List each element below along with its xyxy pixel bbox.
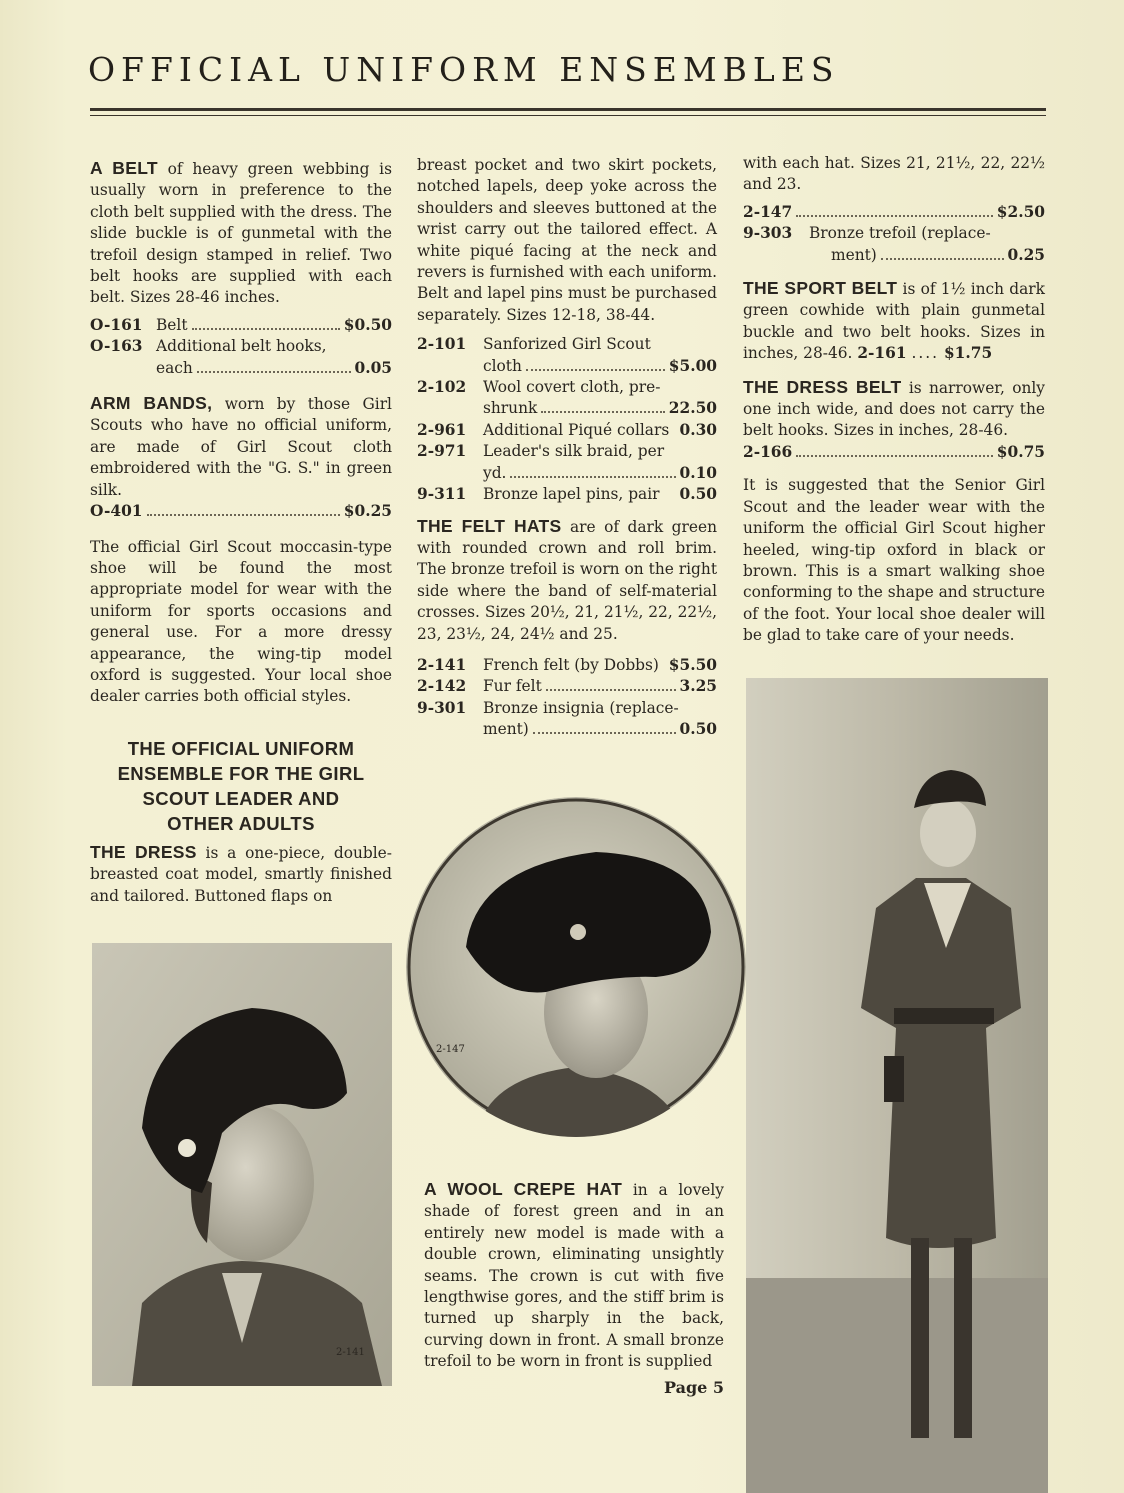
item-desc: Belt — [156, 315, 188, 334]
price-item — [417, 334, 717, 377]
column-middle — [417, 155, 717, 741]
column-right — [743, 153, 1045, 647]
title-rule-thick — [90, 108, 1046, 111]
armbands-paragraph — [90, 393, 392, 501]
price-item — [417, 676, 717, 697]
item-desc: Leader's silk braid, per — [483, 442, 665, 461]
heading-line: OTHER ADULTS — [167, 812, 315, 834]
felt-hats-text: are of dark green with rounded crown and roll brim. The bronze trefoil is worn on the right side where the band of self-material crosses. Sizes 20½, 21, 21½, 22, 22½, 23, 23½, 24, 24½ and 25. — [417, 517, 718, 643]
item-code: O-163 — [90, 337, 143, 356]
heading-line: THE OFFICIAL UNIFORM — [127, 737, 355, 759]
item-desc-cont: cloth — [483, 356, 522, 375]
item-desc-cont: ment) — [831, 245, 877, 264]
item-price: 0.50 — [679, 485, 717, 504]
dress-belt-paragraph — [743, 377, 1045, 442]
price-item — [90, 501, 392, 522]
item-code: 2-142 — [417, 677, 467, 696]
heading-line: SCOUT LEADER AND — [142, 787, 340, 809]
price-item — [417, 484, 717, 505]
item-code: 2-166 — [743, 442, 793, 461]
item-desc-cont: yd. — [483, 463, 507, 482]
wool-crepe-lead: A WOOL CREPE HAT — [424, 1179, 623, 1199]
item-desc: Additional belt hooks, — [156, 337, 327, 356]
felt-hats-lead: THE FELT HATS — [417, 515, 562, 536]
section-heading — [90, 736, 392, 836]
item-desc: Fur felt — [483, 677, 542, 696]
item-code: 9-303 — [743, 224, 793, 243]
belt-text: of heavy green webbing is usually worn in preference to the cloth belt supplied with the dress. The slide buckle is of gunmetal with the trefoil design stamped in relief. Two belt hooks are supplied with each belt. Sizes 28-46 inches. — [90, 160, 392, 307]
item-desc: Additional Piqué collars — [483, 420, 670, 439]
photo-illustration — [92, 943, 392, 1386]
price-item — [90, 315, 392, 336]
dress-lead: THE DRESS — [90, 841, 197, 862]
price-item — [743, 202, 1045, 223]
photo-illustration-circle — [406, 797, 746, 1137]
item-price: 0.05 — [354, 358, 392, 377]
item-code: 2-147 — [743, 202, 793, 221]
sport-belt-paragraph: THE SPORT BELT is of 1½ inch dark green cowhide with plain gunmetal buckle and two belt hooks. Sizes in inches, 28-46. 2-161 .... $1.75 — [743, 278, 1045, 363]
item-code: 2-161 — [857, 344, 907, 363]
senior-shoe-paragraph: It is suggested that the Senior Girl Scout and the leader wear with the uniform the official Girl Scout higher heeled, wing-tip oxford in black or brown. This is a smart walking shoe conforming to the shape and structure of the foot. Your local shoe dealer will be glad to take care of your needs. — [743, 476, 1045, 645]
item-code: O-161 — [90, 315, 143, 334]
item-desc-cont: each — [156, 358, 193, 377]
item-code: 2-961 — [417, 420, 467, 439]
hat-continued-paragraph: with each hat. Sizes 21, 21½, 22, 22½ and 23. — [743, 154, 1045, 194]
item-price: 22.50 — [668, 399, 717, 418]
price-item — [417, 377, 717, 420]
page-title: OFFICIAL UNIFORM ENSEMBLES — [88, 50, 840, 89]
item-price: 0.50 — [679, 720, 717, 739]
item-code: 2-101 — [417, 335, 467, 354]
item-price: 0.10 — [679, 463, 717, 482]
item-code: O-401 — [90, 502, 143, 521]
item-code: 2-971 — [417, 442, 467, 461]
price-item — [417, 655, 717, 676]
price-item — [743, 223, 1045, 266]
item-desc: Sanforized Girl Scout — [483, 335, 651, 354]
item-desc-cont: shrunk — [483, 399, 538, 418]
wool-crepe-caption — [424, 1179, 724, 1373]
item-desc-cont: ment) — [483, 720, 529, 739]
price-item — [90, 336, 392, 379]
item-code: 2-141 — [417, 655, 467, 674]
photo-illustration-standing — [746, 678, 1048, 1493]
price-item — [417, 420, 717, 441]
item-code: 9-301 — [417, 698, 467, 717]
photo-label-circle: 2-147 — [436, 1044, 465, 1055]
dress-text: is a one-piece, double-breasted coat model, smartly finished and tailored. Buttoned flaps on — [90, 843, 392, 905]
item-price: 3.25 — [679, 677, 717, 696]
armbands-text: worn by those Girl Scouts who have no official uniform, are made of Girl Scout cloth embroidered with the "G. S." in green silk. — [90, 395, 392, 499]
title-rule-thin — [90, 115, 1046, 116]
photo-label-left: 2-141 — [336, 1347, 365, 1358]
price-item — [417, 441, 717, 484]
item-desc: French felt (by Dobbs) — [483, 655, 659, 674]
belt-paragraph — [90, 158, 392, 309]
item-code: 2-102 — [417, 378, 467, 397]
item-price: $0.25 — [343, 502, 392, 521]
photo-leader-uniform — [746, 678, 1048, 1493]
item-desc: Bronze insignia (replace- — [483, 698, 679, 717]
photo-hat-2-141 — [92, 943, 392, 1386]
shoe-paragraph: The official Girl Scout moccasin-type shoe will be found the most appropriate model for wear with the uniform for sports occasions and general use. For a more dressy appearance, the wing-tip model oxford is suggested. Your local shoe dealer carries both official styles. — [90, 537, 392, 706]
item-price: $5.00 — [668, 356, 717, 375]
belt-lead: A BELT — [90, 158, 158, 178]
wool-crepe-text: in a lovely shade of forest green and in an entirely new model is made with a double crown, eliminating unsightly seams. The crown is cut with five lengthwise gores, and the stiff brim is turned up sharply in the back, curving down in front. A small bronze trefoil to be worn in front is supplied — [424, 1181, 724, 1371]
item-price: $0.50 — [343, 315, 392, 334]
item-desc: Bronze lapel pins, pair — [483, 485, 660, 504]
heading-line: ENSEMBLE FOR THE GIRL — [117, 762, 365, 784]
price-item — [417, 698, 717, 741]
dress-continued-paragraph: breast pocket and two skirt pockets, notched lapels, deep yoke across the shoulders and sleeves buttoned at the wrist carry out the tailored effect. A white piqué facing at the neck and revers is furnished with each uniform. Belt and lapel pins must be purchased separately. Sizes 12-18, 38-44. — [417, 156, 717, 324]
column-left — [90, 158, 392, 907]
photo-hat-2-147 — [406, 797, 746, 1137]
dress-belt-text: is narrower, only one inch wide, and does not carry the belt hooks. Sizes in inches, 28-46. — [743, 378, 1045, 440]
item-desc: Wool covert cloth, pre- — [483, 378, 661, 397]
sport-belt-lead: THE SPORT BELT — [743, 278, 898, 299]
armbands-lead: ARM BANDS, — [90, 393, 213, 414]
dress-paragraph — [90, 842, 392, 907]
item-price: $0.75 — [996, 442, 1045, 461]
item-code: 9-311 — [417, 485, 467, 504]
item-price: 0.30 — [679, 420, 717, 439]
wool-crepe-paragraph — [424, 1179, 724, 1373]
item-price: $5.50 — [668, 655, 717, 674]
price-item — [743, 442, 1045, 463]
dress-belt-lead: THE DRESS BELT — [743, 376, 902, 397]
page-number: Page 5 — [664, 1378, 725, 1397]
sport-belt-text: is of 1½ inch dark green cowhide with plain gunmetal buckle and two belt hooks. Sizes in inches, 28-46. — [743, 280, 1045, 363]
item-price: $1.75 — [943, 344, 993, 363]
item-price: 0.25 — [1007, 245, 1045, 264]
item-desc: Bronze trefoil (replace- — [809, 224, 991, 243]
felt-hats-paragraph — [417, 516, 717, 645]
item-price: $2.50 — [996, 202, 1045, 221]
